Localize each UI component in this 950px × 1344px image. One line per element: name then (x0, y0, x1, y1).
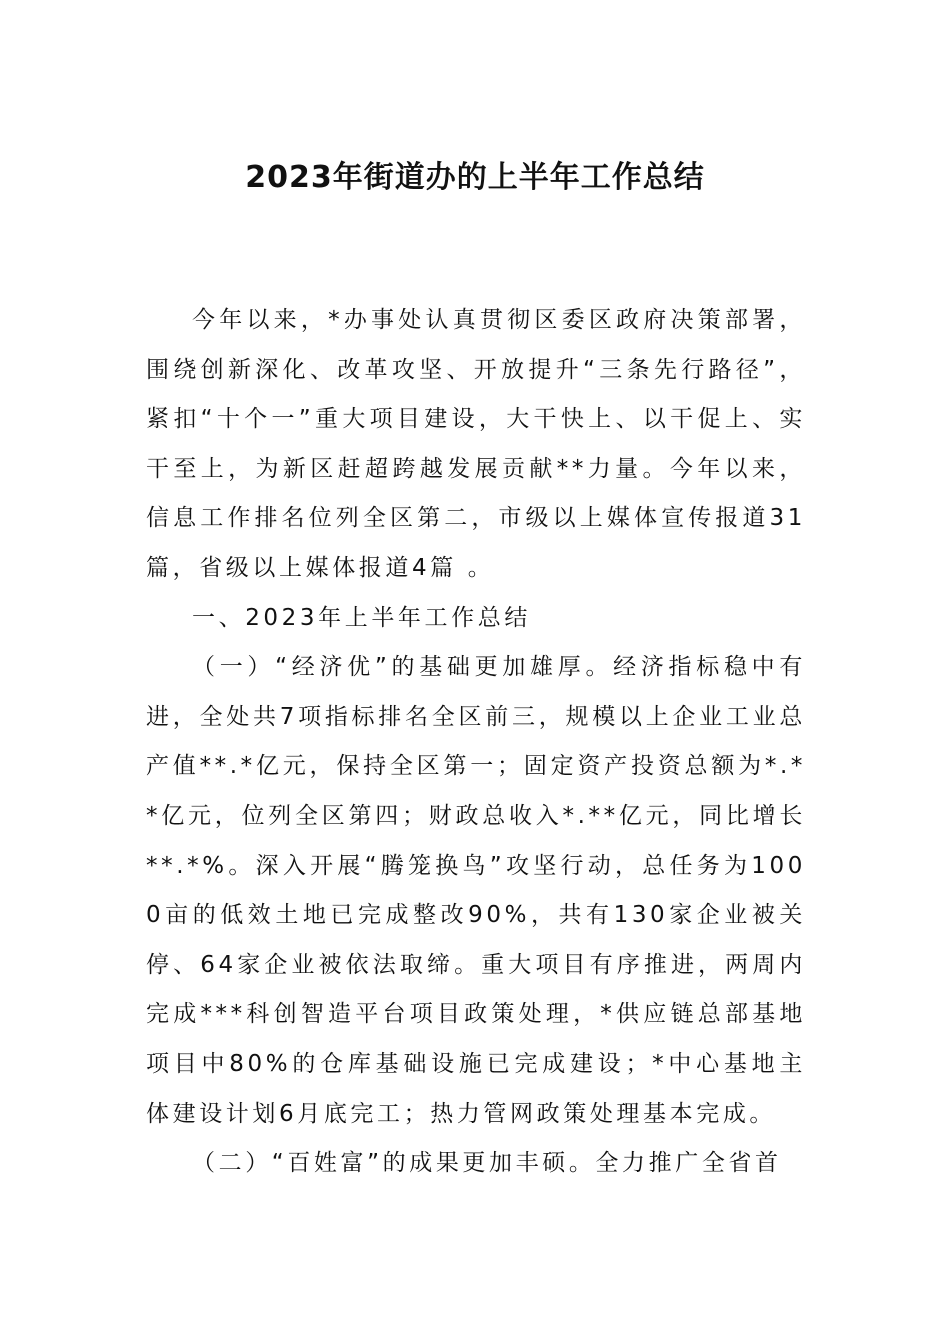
intro-paragraph: 今年以来，*办事处认真贯彻区委区政府决策部署，围绕创新深化、改革攻坚、开放提升“三条先行路径”，紧扣“十个一”重大项目建设，大干快上、以干促上、实干至上，为新区赶超跨越发展贡献**力量。今年以来，信息工作排名位列全区第二，市级以上媒体宣传报道31篇，省级以上媒体报道4篇 。 (146, 307, 806, 581)
prosperity-paragraph: （二）“百姓富”的成果更加丰硕。全力推广全省首 (192, 1150, 782, 1177)
document-body (146, 296, 806, 1189)
document-title: 2023年街道办的上半年工作总结 (245, 160, 705, 195)
economy-paragraph: （一）“经济优”的基础更加雄厚。经济指标稳中有进，全处共7项指标排名全区前三，规模以上企业工业总产值**.*亿元，保持全区第一；固定资产投资总额为*.**亿元，位列全区第四；财政总收入*.**亿元，同比增长**.*%。深入开展“腾笼换鸟”攻坚行动，总任务为1000亩的低效土地已完成整改90%，共有130家企业被关停、64家企业被依法取缔。重大项目有序推进，两周内完成***科创智造平台项目政策处理，*供应链总部基地项目中80%的仓库基础设施已完成建设；*中心基地主体建设计划6月底完工；热力管网政策处理基本完成。 (146, 654, 806, 1127)
section-heading: 一、2023年上半年工作总结 (192, 604, 531, 631)
